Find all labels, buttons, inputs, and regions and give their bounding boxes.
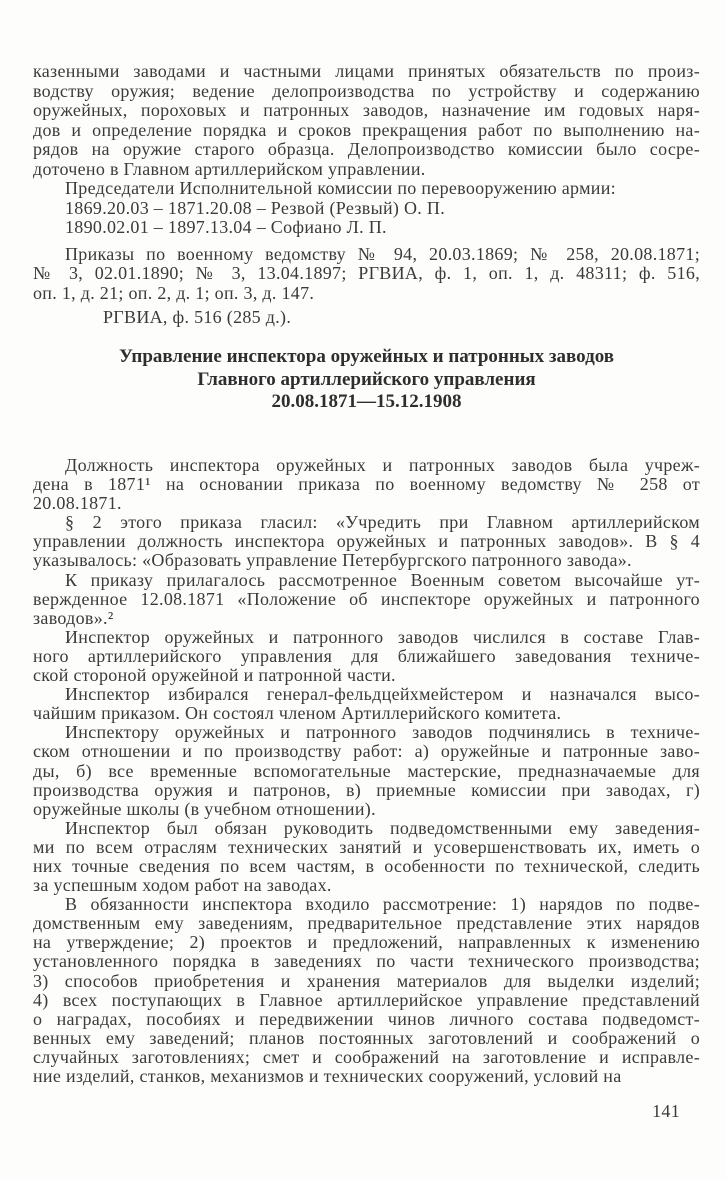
sources-block <box>33 245 700 304</box>
text-line: № 3, 02.01.1890; № 3, 13.04.1897; РГВИА, ф. 1, оп. 1, д. 48311; ф. 516, <box>33 264 700 283</box>
text-line: указывалось: «Образовать управление Петербургского патронного завода». <box>33 550 632 571</box>
paragraph-block <box>33 685 700 723</box>
paragraph-block <box>33 571 700 628</box>
paragraph-block <box>33 723 700 818</box>
chair-list-block <box>33 179 700 238</box>
text-line: 3) способов приобретения и хранения материалов для выделки изделий; <box>33 971 700 991</box>
text-line: 4) всех поступающих в Главное артиллерийское управление представлений <box>33 990 700 1010</box>
text-line: установленного порядка в заведениях по части технического производства; <box>33 952 700 972</box>
text-line: доточено в Главном артиллерийском управлении. <box>33 158 426 179</box>
text-line: оп. 1, д. 21; оп. 2, д. 1; оп. 3, д. 147. <box>33 282 315 303</box>
text-line: чайшим приказом. Он состоял членом Артиллерийского комитета. <box>33 703 562 724</box>
text-line: казенными заводами и частными лицами принятых обязательств по произ- <box>33 62 700 81</box>
paragraph-block <box>33 819 700 895</box>
text-line: случайных заготовлениях; смет и соображений на заготовление и исправле- <box>33 1047 700 1067</box>
text-line: за успешным ходом работ на заводах. <box>33 875 332 896</box>
text-line: § 2 этого приказа гласил: «Учредить при Главном артиллерийском <box>65 513 700 533</box>
text-line: дов и определение порядка и сроков прекращения работ по выполнению на- <box>33 120 700 140</box>
text-line: Инспектор оружейных и патронного заводов числился в составе Глав- <box>65 627 700 647</box>
text-line: Должность инспектора оружейных и патронных заводов была учреж- <box>65 456 700 475</box>
text-line: о наградах, пособиях и передвижении чинов личного состава подведомст- <box>33 1009 700 1029</box>
text-line: К приказу прилагалось рассмотренное Военным советом высочайше ут- <box>65 570 700 590</box>
paragraph-block <box>33 456 700 513</box>
text-line: на утверждение; 2) проектов и предложений, направленных к изменению <box>33 933 700 953</box>
text-line: РГВИА, ф. 516 (285 д.). <box>103 307 292 327</box>
section-heading <box>33 346 700 414</box>
text-line: ды, б) все временные вспомогательные мастерские, предназначаемые для <box>33 761 700 781</box>
text-line: ми по всем отраслям технических занятий и усовершенствовать их, иметь о <box>33 837 700 857</box>
text-line: заводов».² <box>33 607 114 628</box>
text-line: ской стороной оружейной и патронной части. <box>33 665 396 686</box>
top-text-section <box>33 62 700 328</box>
paragraph-block <box>33 895 700 1086</box>
text-line: оружейные школы (в учебном отношении). <box>33 798 376 819</box>
text-line: управлении должность инспектора оружейных и патронных заводов». В § 4 <box>33 532 700 552</box>
text-line: вержденное 12.08.1871 «Положение об инспекторе оружейных и патронного <box>33 589 700 609</box>
text-line: Инспектору оружейных и патронного заводов подчинялись в техниче- <box>65 723 700 743</box>
text-line: водству оружия; ведение делопроизводства по устройству и содержанию <box>33 81 700 101</box>
text-line: них точные сведения по всем частям, в особенности по технической, следить <box>33 856 700 876</box>
text-line: 1869.20.03 – 1871.20.08 – Резвой (Резвый) О. П. <box>65 197 446 218</box>
text-line: Приказы по военному ведомству № 94, 20.03.1869; № 258, 20.08.1871; <box>65 244 700 264</box>
text-line: 20.08.1871. <box>33 493 122 514</box>
heading-line-dates: 20.08.1871—15.12.1908 <box>271 391 462 412</box>
text-line: дена в 1871¹ на основании приказа по военному ведомству № 258 от <box>33 475 700 495</box>
text-line: В обязанности инспектора входило рассмотрение: 1) нарядов по подве- <box>65 895 700 915</box>
page-number: 141 <box>652 1101 680 1121</box>
text-line: Председатели Исполнительной комиссии по перевооружению армии: <box>65 178 616 198</box>
continuation-block <box>33 62 700 179</box>
paragraph-block <box>33 513 700 570</box>
text-line: ного артиллерийского управления для ближайшего заведования техниче- <box>33 646 700 666</box>
text-line: 1890.02.01 – 1897.13.04 – Софиано Л. П. <box>65 217 387 237</box>
text-line: рядов на оружие старого образца. Делопроизводство комиссии было сосре- <box>33 140 700 159</box>
paragraph-block <box>33 628 700 685</box>
text-line: Инспектор был обязан руководить подведомственными ему заведения- <box>65 818 700 838</box>
text-line: домственным ему заведениям, предварительное представление этих нарядов <box>33 914 700 934</box>
archive-ref-block <box>33 308 700 328</box>
text-line: Инспектор избирался генерал-фельдцейхмейстером и назначался высо- <box>65 685 700 705</box>
heading-line-subtitle: Главного артиллерийского управления <box>197 368 536 390</box>
text-line: ском отношении и по производству работ: а) оружейные и патронные заво- <box>33 742 700 762</box>
text-line: ние изделий, станков, механизмов и технических сооружений, условий на <box>33 1066 622 1086</box>
text-line: венных ему заведений; планов постоянных заготовлений и соображений о <box>33 1028 700 1048</box>
body-text-section <box>33 456 700 1086</box>
text-line: оружейных, пороховых и патронных заводов, назначение им годовых наря- <box>33 101 700 120</box>
text-line: производства оружия и патронов, в) приемные комиссии при заводах, г) <box>33 780 700 800</box>
heading-line-title: Управление инспектора оружейных и патронных заводов <box>118 346 615 367</box>
